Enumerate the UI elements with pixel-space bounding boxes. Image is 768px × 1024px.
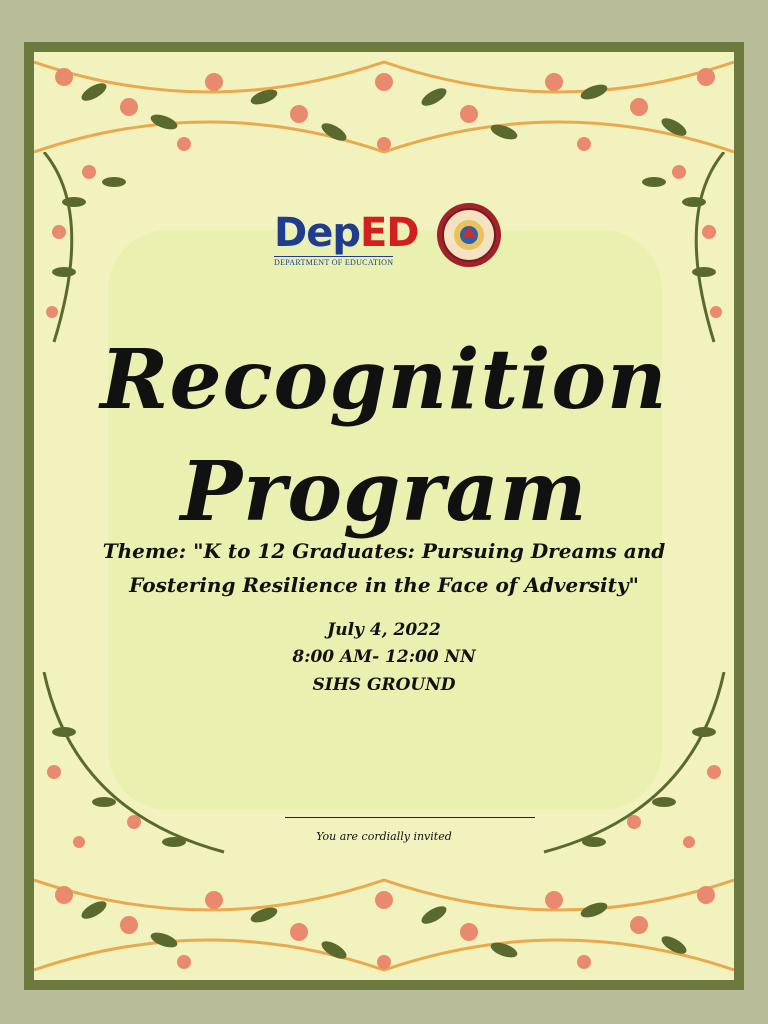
event-time: 8:00 AM- 12:00 NN bbox=[292, 647, 476, 667]
deped-logo bbox=[274, 210, 419, 256]
deped-logo-left: Dep bbox=[274, 210, 360, 256]
theme-line-2: Fostering Resilience in the Face of Adversity" bbox=[129, 573, 639, 597]
event-venue: SIHS GROUND bbox=[312, 675, 456, 695]
top-floral-border bbox=[34, 52, 734, 162]
event-date: July 4, 2022 bbox=[327, 620, 441, 640]
school-seal-icon bbox=[436, 202, 502, 268]
deped-subtitle: DEPARTMENT OF EDUCATION bbox=[274, 258, 394, 267]
title-line-2: Program bbox=[180, 444, 588, 540]
card-inner bbox=[34, 52, 734, 980]
signature-line bbox=[285, 817, 535, 818]
bottom-floral-border bbox=[34, 870, 734, 980]
invitation-card bbox=[24, 42, 744, 990]
deped-logo-right: ED bbox=[359, 210, 419, 256]
title-line-1: Recognition bbox=[100, 332, 668, 428]
theme-text bbox=[74, 534, 694, 602]
theme-line-1: Theme: "K to 12 Graduates: Pursuing Dreams and bbox=[102, 539, 666, 563]
invite-text: You are cordially invited bbox=[316, 830, 452, 843]
logo-row bbox=[274, 200, 514, 270]
